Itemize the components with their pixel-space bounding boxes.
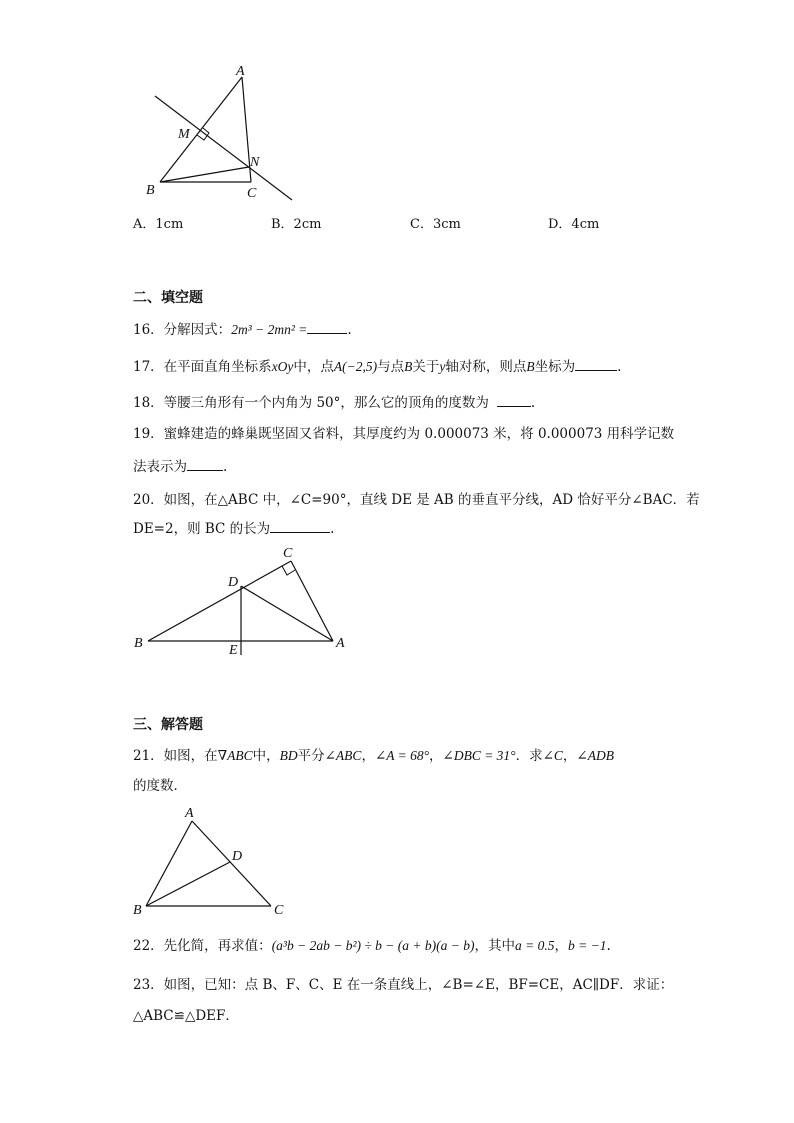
q18-text: 18．等腰三角形有一个内角为 50°，那么它的顶角的度数为 <box>133 395 489 411</box>
q21-bd: BD <box>279 748 298 763</box>
q15-option-c: C．3cm <box>410 217 461 232</box>
q17-y-axis: y <box>439 359 446 374</box>
q16-end: . <box>347 322 352 338</box>
section-answer-title: 三、解答题 <box>133 717 203 733</box>
question-19-line-1: 19．蜜蜂建造的蜂巢既坚固又省料，其厚度约为 0.000073 米，将 0.000073 用科学记数 <box>133 426 675 442</box>
q17-point-b: B <box>404 359 413 374</box>
question-20-line-1: 20．如图，在△ABC 中，∠C=90°，直线 DE 是 AB 的垂直平分线，AD 恰好平分∠BAC．若 <box>133 492 700 508</box>
fig21-side-ab <box>146 821 192 906</box>
q21-text-1: 21．如图，在 <box>133 748 218 764</box>
fig15-label-a: A <box>236 64 245 79</box>
q15-option-a: A．1cm <box>133 217 184 232</box>
q17-text-6: 坐标为 <box>534 359 576 375</box>
fig21-segment-bd <box>146 862 230 906</box>
q16-text: 16．分解因式： <box>133 322 232 338</box>
fig20-label-c: C <box>283 546 293 561</box>
q17-point-a: A(−2,5) <box>333 359 378 374</box>
q17-xoy: xOy <box>271 359 294 374</box>
fig20-label-e: E <box>229 643 238 658</box>
q22-text-2: ，其中 <box>474 938 515 954</box>
q17-text-3: 与点 <box>377 359 405 375</box>
q22-end: . <box>606 938 611 954</box>
q15-option-b: B．2cm <box>271 217 322 232</box>
fig21-label-b: B <box>133 903 142 918</box>
q21-triangle: ∇ABC <box>217 748 253 763</box>
q21-angle-a: ∠A = 68° <box>374 748 430 763</box>
q21-text-2: 中， <box>252 748 280 764</box>
q21-text-4: ， <box>361 748 375 764</box>
q19-end: . <box>223 459 228 475</box>
fig20-label-b: B <box>134 636 143 651</box>
q17-text-4: 关于 <box>412 359 440 375</box>
section-fill-in-title: 二、填空题 <box>133 290 203 306</box>
fig21-label-c: C <box>274 903 284 918</box>
q22-text-3: ， <box>554 938 568 954</box>
q15-option-d: D．4cm <box>548 217 600 232</box>
q22-expression: (a³b − 2ab − b²) ÷ b − (a + b)(a − b) <box>271 938 475 953</box>
q20-text-2: DE=2，则 BC 的长为 <box>133 521 271 537</box>
fig21-label-d: D <box>232 849 243 864</box>
question-23-line-1: 23．如图，已知：点 B、F、C、E 在一条直线上，∠B=∠E，BF=CE，AC∥DF．求证： <box>133 977 674 993</box>
q22-value-a: a = 0.5 <box>514 938 555 953</box>
q21-angle-dbc: ∠DBC = 31° <box>442 748 516 763</box>
fig15-label-m: M <box>178 127 190 142</box>
q17-text-5: 轴对称，则点 <box>445 359 527 375</box>
q21-angle-adb: ∠ADB <box>576 748 614 763</box>
q20-end: . <box>330 521 335 537</box>
question-22 <box>133 934 611 954</box>
q21-text-5: ， <box>429 748 443 764</box>
question-21-line-2: 的度数． <box>133 778 187 794</box>
fig20-label-d: D <box>228 575 239 590</box>
q22-text-1: 22．先化简，再求值： <box>133 938 272 954</box>
fig21-label-a: A <box>185 806 194 821</box>
question-23-line-2: △ABC≌△DEF． <box>133 1008 239 1024</box>
q17-end: . <box>617 359 622 375</box>
q18-end: . <box>530 395 536 411</box>
fig20-label-a: A <box>336 636 345 651</box>
q21-angle-c: ∠C <box>542 748 563 763</box>
q21-angle-abc: ∠ABC <box>324 748 362 763</box>
q21-text-3: 平分 <box>297 748 325 764</box>
q17-text-2: 中，点 <box>293 359 334 375</box>
q16-expression: 2m³ − 2mn² = <box>231 322 308 337</box>
q17-point-b-2: B <box>526 359 535 374</box>
q21-text-6: ．求 <box>515 748 543 764</box>
fig15-label-c: C <box>247 186 257 201</box>
q22-value-b: b = −1 <box>567 938 607 953</box>
q17-text-1: 17．在平面直角坐标系 <box>133 359 272 375</box>
q21-text-7: ， <box>562 748 577 764</box>
q19-text-2: 法表示为 <box>133 459 187 475</box>
fig15-label-b: B <box>146 183 155 198</box>
fig15-label-n: N <box>250 155 260 170</box>
